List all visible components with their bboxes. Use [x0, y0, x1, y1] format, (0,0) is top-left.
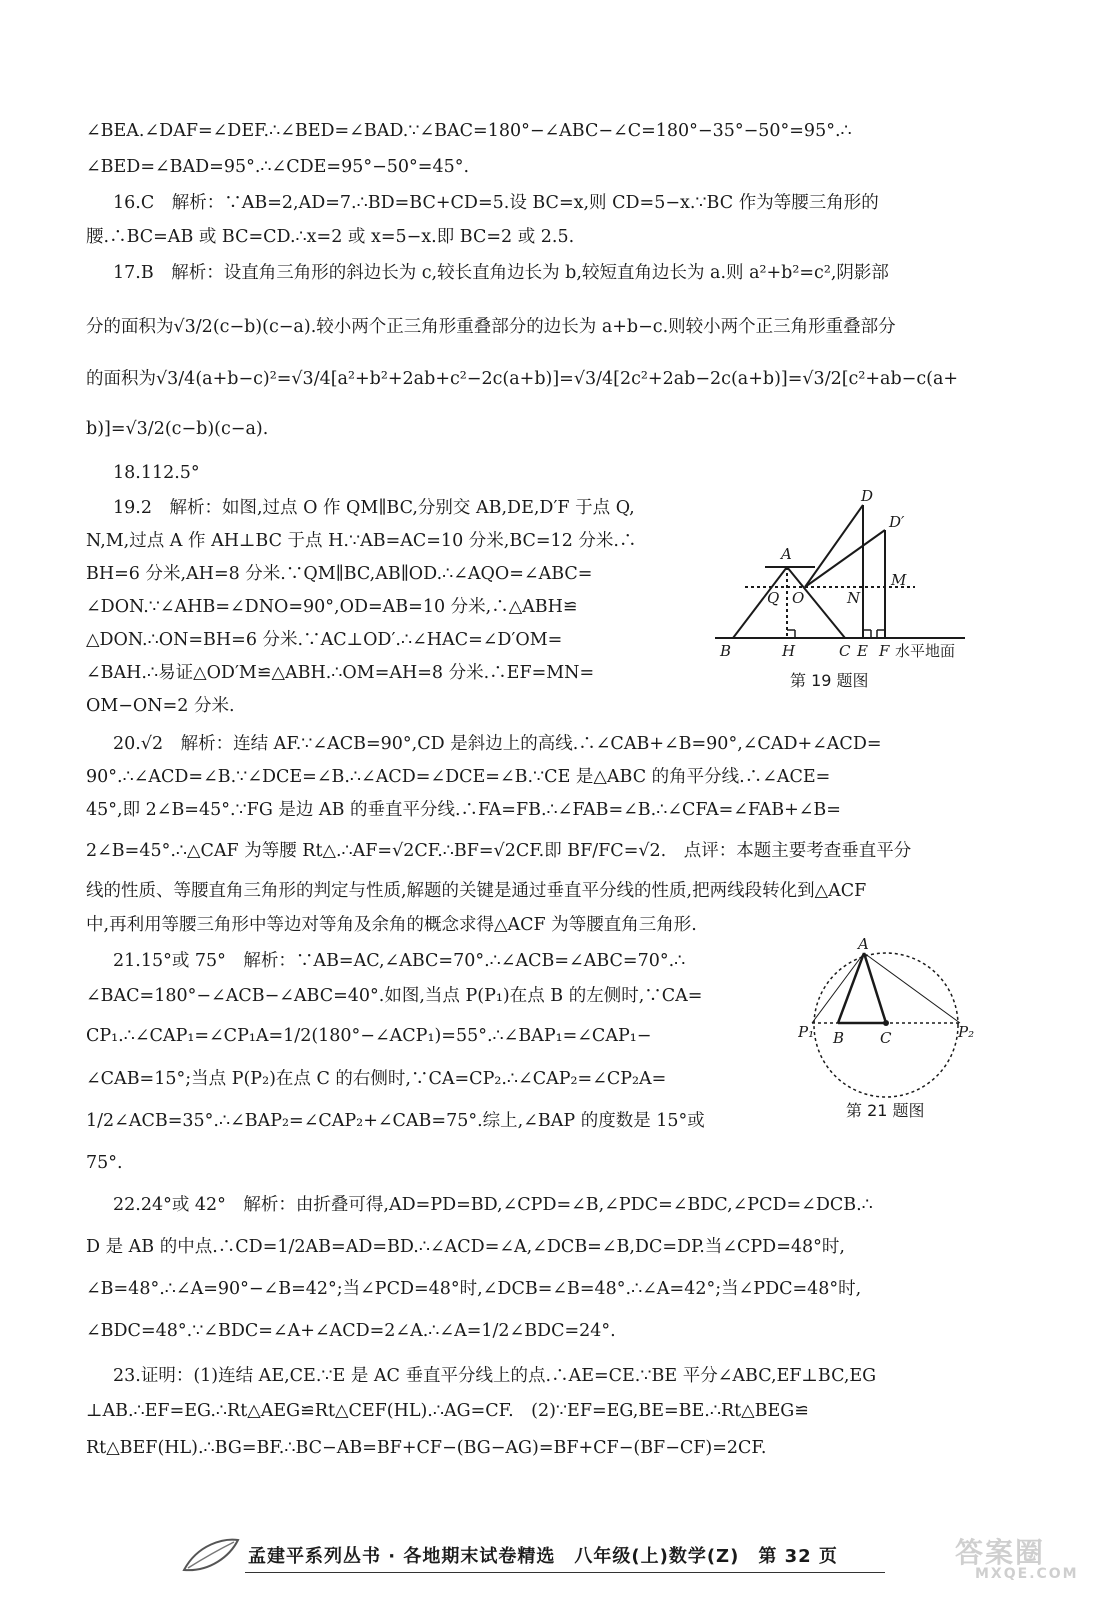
footer-text: 孟建平系列丛书 · 各地期末试卷精选 八年级(上)数学(Z) 第 32 页	[248, 1546, 838, 1567]
text-line: ⊥AB.∴EF=EG.∴Rt△AEG≌Rt△CEF(HL).∴AG=CF. (2)∵EF=EG,BE=BE.∴Rt△BEG≌	[86, 1401, 809, 1421]
text-line: ∠BAC=180°−∠ACB−∠ABC=40°.如图,当点 P(P₁)在点 B 的左侧时,∵CA=	[86, 986, 703, 1006]
figure-19-caption: 第 19 题图	[790, 671, 869, 690]
text-line: ∠BDC=48°.∵∠BDC=∠A+∠ACD=2∠A.∴∠A=1/2∠BDC=24°.	[86, 1321, 616, 1341]
page-footer	[0, 1526, 1108, 1586]
label-H: H	[782, 642, 796, 660]
label-B: B	[720, 642, 732, 660]
text-line: ∠BED=∠BAD=95°.∴∠CDE=95°−50°=45°.	[86, 157, 470, 177]
label-O: O	[792, 589, 805, 607]
label-B: B	[833, 1029, 845, 1047]
label-N: N	[847, 589, 861, 607]
ground-label: 水平地面	[895, 642, 956, 660]
text-line: 2∠B=45°.∴△CAF 为等腰 Rt△.∴AF=√2CF.∴BF=√2CF.即 BF/FC=√2. 点评：本题主要考查垂直平分	[86, 841, 912, 861]
answer-22: 22.24°或 42° 解析：由折叠可得,AD=PD=BD,∠CPD=∠B,∠PDC=∠BDC,∠PCD=∠DCB.∴	[113, 1195, 873, 1215]
segment-ODprime	[805, 530, 885, 587]
text-line: BH=6 分米,AH=8 分米.∵QM∥BC,AB∥OD.∴∠AQO=∠ABC=	[86, 564, 593, 584]
text-line: 分的面积为√3/2(c−b)(c−a).较小两个正三角形重叠部分的边长为 a+b−c.则较小两个正三角形重叠部分	[86, 317, 896, 337]
label-Q: Q	[767, 589, 780, 607]
watermark-url: MXQE.COM	[975, 1566, 1079, 1582]
text-line: 75°.	[86, 1153, 123, 1173]
label-C: C	[880, 1029, 892, 1047]
answer-16: 16.C 解析：∵AB=2,AD=7.∴BD=BC+CD=5.设 BC=x,则 CD=5−x.∵BC 作为等腰三角形的	[113, 193, 879, 213]
label-Dprime: D′	[889, 513, 905, 531]
text-line: 45°,即 2∠B=45°.∵FG 是边 AB 的垂直平分线.∴FA=FB.∴∠FAB=∠B.∴∠CFA=∠FAB+∠B=	[86, 800, 841, 820]
text-line: △DON.∴ON=BH=6 分米.∵AC⊥OD′.∴∠HAC=∠D′OM=	[86, 630, 563, 650]
footer-rule	[245, 1572, 885, 1573]
text-line: 线的性质、等腰直角三角形的判定与性质,解题的关键是通过垂直平分线的性质,把两线段转化到△ACF	[86, 881, 867, 901]
text-line: N,M,过点 A 作 AH⊥BC 于点 H.∵AB=AC=10 分米,BC=12 分米.∴	[86, 531, 637, 551]
text-line: ∠B=48°.∴∠A=90°−∠B=42°;当∠PCD=48°时,∠DCB=∠B=48°.∴∠A=42°;当∠PDC=48°时,	[86, 1279, 862, 1299]
text-line: ∠DON.∵∠AHB=∠DNO=90°,OD=AB=10 分米,∴△ABH≌	[86, 597, 578, 617]
segment-OD	[805, 505, 863, 587]
label-P2: P₂	[958, 1023, 975, 1041]
label-A: A	[781, 545, 792, 563]
label-A: A	[858, 935, 869, 953]
answer-21: 21.15°或 75° 解析：∵AB=AC,∠ABC=70°.∴∠ACB=∠ABC=70°.∴	[113, 951, 686, 971]
answer-23: 23.证明：(1)连结 AE,CE.∵E 是 AC 垂直平分线上的点.∴AE=CE.∵BE 平分∠ABC,EF⊥BC,EG	[113, 1366, 877, 1386]
label-M: M	[891, 571, 907, 589]
answer-19: 19.2 解析：如图,过点 O 作 QM∥BC,分别交 AB,DE,D′F 于点 Q,	[113, 498, 635, 518]
label-F: F	[879, 642, 890, 660]
answer-17: 17.B 解析：设直角三角形的斜边长为 c,较长直角边长为 b,较短直角边长为 a.则 a²+b²=c²,阴影部	[113, 263, 889, 283]
label-E: E	[857, 642, 868, 660]
text-line: 中,再利用等腰三角形中等边对等角及余角的概念求得△ACF 为等腰直角三角形.	[86, 915, 697, 935]
text-line: ∠CAB=15°;当点 P(P₂)在点 C 的右侧时,∵CA=CP₂.∴∠CAP₂=∠CP₂A=	[86, 1069, 667, 1089]
text-line: Rt△BEF(HL).∴BG=BF.∴BC−AB=BF+CF−(BG−AG)=BF+CF−(BF−CF)=2CF.	[86, 1438, 767, 1458]
figure-21-caption: 第 21 题图	[846, 1101, 925, 1120]
answer-18: 18.112.5°	[113, 463, 200, 483]
segment-AP2	[864, 953, 960, 1023]
label-P1: P₁	[798, 1023, 815, 1041]
text-line: 1/2∠ACB=35°.∴∠BAP₂=∠CAP₂+∠CAB=75°.综上,∠BAP 的度数是 15°或	[86, 1111, 705, 1131]
figure-21	[798, 935, 993, 1100]
text-line: 的面积为√3/4(a+b−c)²=√3/4[a²+b²+2ab+c²−2c(a+b)]=√3/4[2c²+2ab−2c(a+b)]=√3/2[c²+ab−c(a+	[86, 369, 959, 389]
text-line: 腰.∴BC=AB 或 BC=CD.∴x=2 或 x=5−x.即 BC=2 或 2.5.	[86, 227, 575, 247]
segment-AP1	[812, 953, 864, 1023]
text-line: ∠BAH.∴易证△OD′M≌△ABH.∴OM=AH=8 分米.∴EF=MN=	[86, 663, 595, 683]
segment-AC	[864, 953, 886, 1023]
leaf-logo-icon	[180, 1534, 242, 1576]
text-line: 90°.∴∠ACD=∠B.∵∠DCE=∠B.∴∠ACD=∠DCE=∠B.∵CE 是△ABC 的角平分线.∴∠ACE=	[86, 767, 831, 787]
text-line: CP₁.∴∠CAP₁=∠CP₁A=1/2(180°−∠ACP₁)=55°.∴∠BAP₁=∠CAP₁−	[86, 1026, 652, 1046]
label-C: C	[839, 642, 851, 660]
text-line: D 是 AB 的中点.∴CD=1/2AB=AD=BD.∴∠ACD=∠A,∠DCB=∠B,DC=DP.当∠CPD=48°时,	[86, 1237, 845, 1257]
figure-19	[705, 485, 975, 660]
segment-AB	[838, 953, 864, 1023]
answer-20: 20.√2 解析：连结 AF.∵∠ACB=90°,CD 是斜边上的高线.∴∠CAB+∠B=90°,∠CAD+∠ACD=	[113, 734, 882, 754]
watermark: 答案圈	[955, 1536, 1046, 1569]
text-line: b)]=√3/2(c−b)(c−a).	[86, 419, 269, 439]
text-line: ∠BEA.∠DAF=∠DEF.∴∠BED=∠BAD.∵∠BAC=180°−∠ABC−∠C=180°−35°−50°=95°.∴	[86, 121, 852, 141]
text-line: OM−ON=2 分米.	[86, 696, 235, 716]
label-D: D	[861, 487, 874, 505]
